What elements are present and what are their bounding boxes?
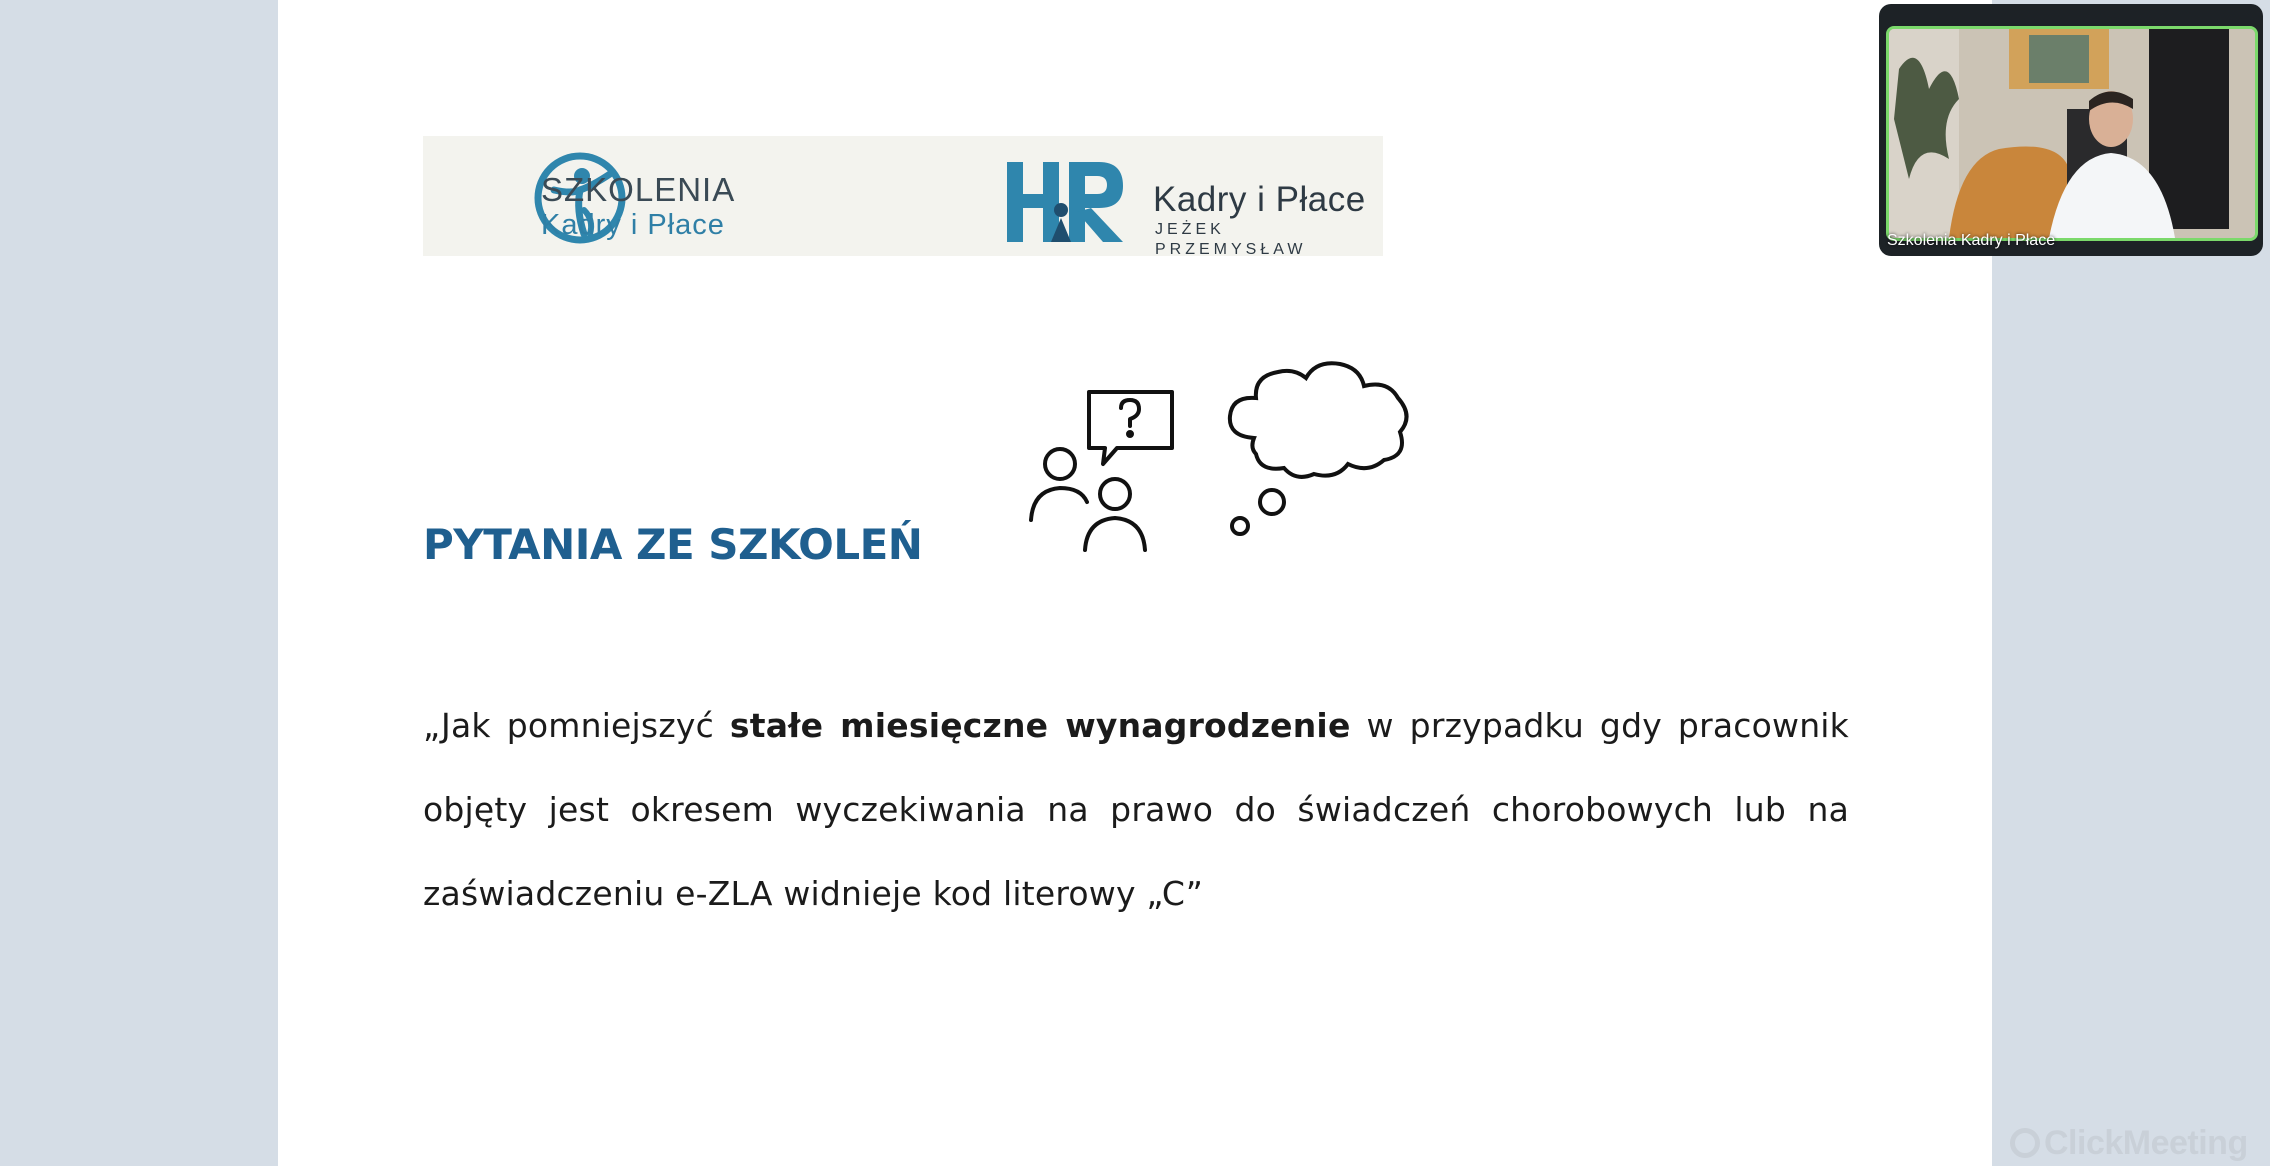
participant-name: Szkolenia Kadry i Płace: [1887, 232, 2056, 249]
people-question-icon: [1029, 386, 1184, 556]
watermark-text: ClickMeeting: [2044, 1124, 2248, 1162]
presentation-slide: [278, 0, 1992, 1166]
question-text-start: „Jak pomniejszyć: [423, 706, 730, 745]
logo-banner: [423, 136, 1383, 256]
question-text-end: w przypadku gdy pracownik objęty jest okresem wyczekiwania na prawo do świadczeń chorobowych lub na zaświadczeniu e-ZLA widnieje kod literowy „C”: [423, 706, 1849, 913]
question-emphasis: stałe miesięczne wynagrodzenie: [729, 706, 1351, 745]
participant-video[interactable]: [1886, 26, 2258, 241]
logo-right-subtitle: JEŻEK PRZEMYSŁAW: [1155, 221, 1307, 258]
logo-left-subtitle: Kadry i Płace: [541, 209, 725, 241]
video-tile[interactable]: [1879, 4, 2263, 256]
thought-cloud-icon: [1218, 356, 1418, 542]
question-text: [423, 684, 1849, 936]
slide-title: PYTANIA ZE SZKOLEŃ: [423, 520, 923, 569]
logo-left-title: SZKOLENIA: [541, 171, 736, 208]
participant-video-image: [1889, 29, 2255, 238]
hr-logo-icon: [1003, 158, 1129, 246]
logo-right-title: Kadry i Płace: [1153, 180, 1366, 219]
clickmeeting-logo-icon: [2010, 1128, 2040, 1158]
clickmeeting-watermark: [2010, 1124, 2248, 1163]
